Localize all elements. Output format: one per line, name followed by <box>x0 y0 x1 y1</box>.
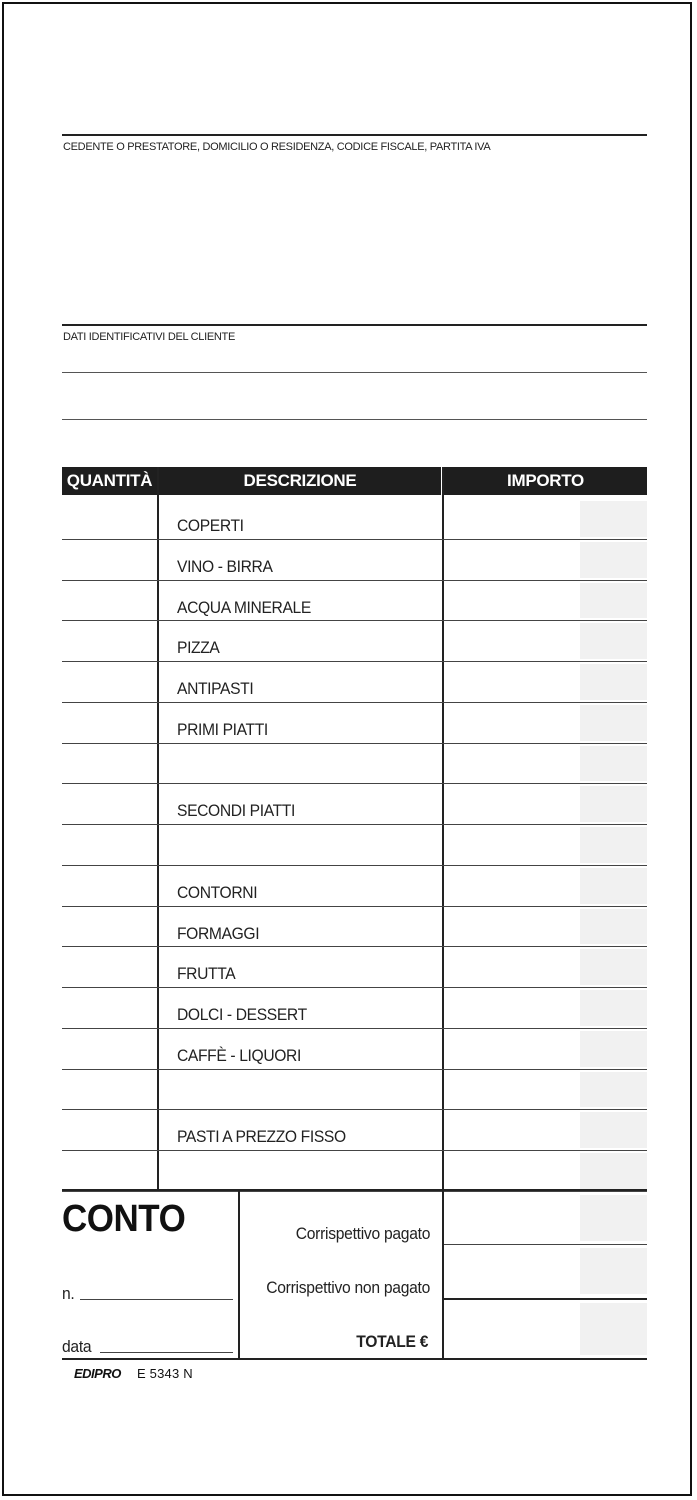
table-row-line <box>62 906 647 907</box>
client-line-1[interactable] <box>62 372 647 373</box>
amount-cents-shade <box>580 1031 647 1067</box>
table-row-description: DOLCI - DESSERT <box>177 1005 307 1024</box>
unpaid-label: Corrispettivo non pagato <box>266 1278 430 1297</box>
amount-cents-shade <box>580 746 647 782</box>
desc-amount-divider <box>442 467 444 1192</box>
brand-logo: EDIPRO <box>74 1366 121 1381</box>
conto-title: CONTO <box>62 1198 186 1240</box>
table-row-line <box>62 743 647 744</box>
product-code: E 5343 N <box>137 1366 193 1381</box>
date-label: data <box>62 1337 92 1356</box>
number-field[interactable] <box>80 1299 233 1300</box>
amount-cents-shade <box>580 542 647 578</box>
table-row-line <box>62 539 647 540</box>
column-header-amount: IMPORTO <box>444 467 647 495</box>
amount-cents-shade <box>580 501 647 537</box>
number-label: n. <box>62 1284 75 1303</box>
table-row-description: FORMAGGI <box>177 923 260 943</box>
unpaid-amount-shade <box>580 1248 647 1294</box>
footer-top-rule <box>62 1189 647 1191</box>
paid-amount-shade <box>580 1195 647 1241</box>
client-line-2[interactable] <box>62 419 647 420</box>
client-rule <box>62 324 647 326</box>
table-row-line <box>62 824 647 825</box>
table-row-description: PIZZA <box>177 638 220 658</box>
table-row-line <box>62 702 647 703</box>
amount-cents-shade <box>580 1112 647 1148</box>
table-row-line <box>62 661 647 662</box>
amount-cents-shade <box>580 705 647 741</box>
footer-divider-left <box>238 1190 240 1359</box>
amount-cents-shade <box>580 664 647 700</box>
footer-divider-right <box>442 1190 444 1359</box>
amount-cents-shade <box>580 827 647 863</box>
amount-cents-shade <box>580 1153 647 1189</box>
table-row-line <box>62 1069 647 1070</box>
amount-cents-shade <box>580 909 647 945</box>
amount-cents-shade <box>580 583 647 619</box>
table-row-description: COPERTI <box>177 516 244 535</box>
footer-bottom-rule <box>62 1358 647 1360</box>
table-row-line <box>62 1109 647 1110</box>
table-row-description: ANTIPASTI <box>177 679 254 698</box>
table-row-description: PRIMI PIATTI <box>177 719 268 739</box>
table-row-description: PASTI A PREZZO FISSO <box>177 1127 346 1147</box>
amount-cents-shade <box>580 990 647 1026</box>
table-row-description: CONTORNI <box>177 882 258 902</box>
table-row-description: FRUTTA <box>177 964 236 984</box>
amount-cents-shade <box>580 868 647 904</box>
qty-desc-divider <box>157 467 159 1192</box>
paid-amount-line[interactable] <box>444 1244 647 1245</box>
table-row-line <box>62 946 647 947</box>
table-row-line <box>62 620 647 621</box>
supplier-caption: CEDENTE O PRESTATORE, DOMICILIO O RESIDENZA, CODICE FISCALE, PARTITA IVA <box>63 141 491 153</box>
total-label: TOTALE € <box>356 1332 428 1351</box>
amount-cents-shade <box>580 786 647 822</box>
column-header-description: DESCRIZIONE <box>159 467 441 495</box>
client-caption: DATI IDENTIFICATIVI DEL CLIENTE <box>63 331 236 343</box>
date-field[interactable] <box>100 1352 233 1353</box>
table-row-description: SECONDI PIATTI <box>177 801 295 821</box>
table-row-description: VINO - BIRRA <box>177 556 273 576</box>
amount-cents-shade <box>580 949 647 985</box>
amount-cents-shade <box>580 1072 647 1108</box>
table-row-line <box>62 987 647 988</box>
column-header-quantity: QUANTITÀ <box>62 467 157 495</box>
supplier-rule <box>62 134 647 136</box>
table-row-line <box>62 580 647 581</box>
table-header <box>62 467 647 495</box>
table-row-description: ACQUA MINERALE <box>177 597 311 617</box>
paid-label: Corrispettivo pagato <box>295 1224 430 1243</box>
total-amount-shade <box>580 1303 647 1355</box>
table-row-description: CAFFÈ - LIQUORI <box>177 1045 301 1065</box>
table-row-line <box>62 865 647 866</box>
table-row-line <box>62 1150 647 1151</box>
table-row-line <box>62 783 647 784</box>
amount-cents-shade <box>580 623 647 659</box>
table-row-line <box>62 1028 647 1029</box>
unpaid-amount-line[interactable] <box>444 1298 647 1300</box>
